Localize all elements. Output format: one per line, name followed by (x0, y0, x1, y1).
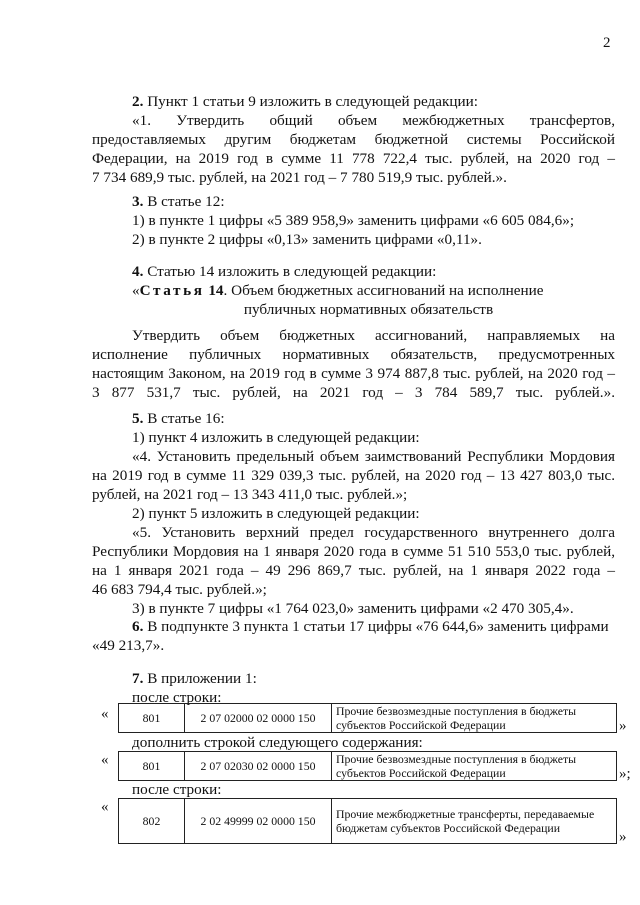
section-2-text-line: Федерации, на 2019 год в сумме 11 778 722,4 тыс. рублей, на 2020 год – (92, 150, 615, 167)
after-row-label-2: после строки: (132, 781, 222, 798)
table-cell-code: 802 (119, 799, 185, 844)
section-3-number: 3. (132, 193, 144, 210)
section-5-item: 3) в пункте 7 цифры «1 764 023,0» заменить цифрами «2 470 305,4». (132, 600, 574, 617)
article-14-body (92, 326, 615, 402)
table-row (119, 704, 617, 733)
section-2 (92, 92, 615, 187)
after-row-label-1: после строки: (132, 689, 222, 706)
section-5-item: 2) пункт 5 изложить в следующей редакции: (132, 505, 420, 522)
table-cell-name: Прочие межбюджетные трансферты, передаваемые бюджетам субъектов Российской Федерации (332, 799, 617, 844)
article-14-text-line: исполнение публичных нормативных обязательств, предусмотренных (92, 346, 615, 363)
section-4 (92, 262, 615, 319)
article-number: 14 (204, 282, 224, 299)
section-5-text-line: «4. Установить предельный объем заимствований Республики Мордовия (132, 448, 615, 465)
table-cell-kbk: 2 02 49999 02 0000 150 (185, 799, 332, 844)
section-5 (92, 409, 615, 618)
section-7-heading: 7. В приложении 1: (132, 670, 257, 687)
table-1-close-quote: » (619, 718, 627, 734)
section-6-text-line: «49 213,7». (92, 637, 165, 654)
article-word: Статья (139, 282, 205, 299)
after-row-label-2-block (92, 780, 615, 799)
section-5-text-line: 46 683 794,4 тыс. рублей.»; (92, 581, 267, 598)
page-number: 2 (603, 35, 611, 51)
section-3-item: 2) в пункте 2 цифры «0,13» заменить цифрами «0,11». (132, 231, 482, 248)
section-3-heading: 3. В статье 12: (132, 193, 225, 210)
table-2-close-quote: »; (619, 766, 631, 782)
section-5-text-line: Республики Мордовия на 1 января 2020 года в сумме 51 510 553,0 тыс. рублей, (92, 543, 615, 560)
table-cell-code: 801 (119, 704, 185, 733)
table-row (119, 752, 617, 781)
section-6-heading: 6. В подпункте 3 пункта 1 статьи 17 цифры «76 644,6» заменить цифрами (132, 618, 609, 635)
table-cell-code: 801 (119, 752, 185, 781)
table-1 (118, 703, 617, 733)
table-1-open-quote: « (101, 706, 109, 722)
section-5-item: 1) пункт 4 изложить в следующей редакции: (132, 429, 420, 446)
section-4-number: 4. (132, 263, 144, 280)
section-5-text-line: на 2019 год в сумме 11 329 039,3 тыс. рублей, на 2020 год – 13 427 803,0 тыс. (92, 467, 615, 484)
section-3 (92, 192, 615, 249)
section-2-text-line: предоставляемых другим бюджетам бюджетной системы Российской (92, 131, 615, 148)
section-2-text-line: 7 734 689,9 тыс. рублей, на 2021 год – 7 780 519,9 тыс. рублей.». (92, 169, 507, 186)
table-3-close-quote: » (619, 829, 627, 845)
table-3-open-quote: « (101, 799, 109, 815)
add-row-label-block (92, 733, 615, 752)
table-cell-name: Прочие безвозмездные поступления в бюджеты субъектов Российской Федерации (332, 704, 617, 733)
section-7 (92, 669, 615, 707)
add-row-label: дополнить строкой следующего содержания: (132, 734, 423, 751)
section-5-text-line: «5. Установить верхний предел государственного внутреннего долга (132, 524, 615, 541)
section-2-heading: 2. Пункт 1 статьи 9 изложить в следующей редакции: (132, 93, 479, 110)
section-5-text-line: на 1 января 2021 года – 49 296 869,7 тыс. рублей, на 1 января 2022 года – (92, 562, 615, 579)
section-5-heading: 5. В статье 16: (132, 410, 225, 427)
section-5-number: 5. (132, 410, 144, 427)
table-cell-name: Прочие безвозмездные поступления в бюджеты субъектов Российской Федерации (332, 752, 617, 781)
table-3 (118, 798, 617, 844)
table-2-open-quote: « (101, 752, 109, 768)
table-2 (118, 751, 617, 781)
article-14-text-line: 3 877 531,7 тыс. рублей, на 2021 год – 3 784 589,7 тыс. рублей.». (92, 384, 615, 401)
section-3-item: 1) в пункте 1 цифры «5 389 958,9» заменить цифрами «6 605 084,6»; (132, 212, 575, 229)
section-2-text-line: «1. Утвердить общий объем межбюджетных трансфертов, (132, 112, 615, 129)
article-14-text-line: Утвердить объем бюджетных ассигнований, направляемых на (132, 327, 615, 344)
table-cell-kbk: 2 07 02030 02 0000 150 (185, 752, 332, 781)
table-cell-kbk: 2 07 02000 02 0000 150 (185, 704, 332, 733)
article-14-text-line: настоящим Законом, на 2019 год в сумме 3 974 887,8 тыс. рублей, на 2020 год – (92, 365, 615, 382)
section-5-text-line: рублей, на 2021 год – 13 343 411,0 тыс. рублей.»; (92, 486, 408, 503)
section-6-number: 6. (132, 618, 144, 635)
article-14-heading: «Статья 14. Объем бюджетных ассигнований на исполнение (132, 282, 544, 299)
article-14-heading-line-2: публичных нормативных обязательств (243, 301, 494, 318)
section-2-number: 2. (132, 93, 144, 110)
section-7-number: 7. (132, 670, 144, 687)
section-6 (92, 617, 615, 655)
table-row (119, 799, 617, 844)
section-4-heading: 4. Статью 14 изложить в следующей редакции: (132, 263, 437, 280)
